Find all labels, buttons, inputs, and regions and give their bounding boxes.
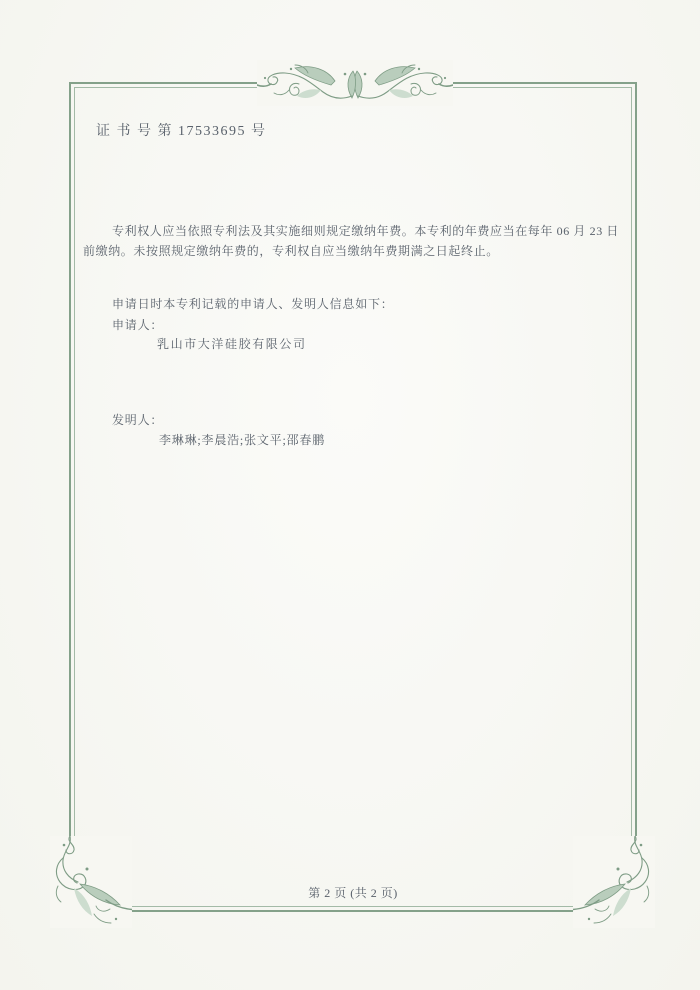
certificate-number: 证 书 号 第 17533695 号	[96, 124, 267, 139]
applicant-inventor-intro: 申请日时本专利记载的申请人、发明人信息如下：	[112, 297, 394, 311]
applicant-label: 申请人：	[112, 318, 164, 332]
corner-flourish-right-icon	[573, 836, 655, 928]
page-indicator: 第 2 页 (共 2 页)	[308, 886, 398, 900]
inventors-label: 发明人：	[112, 413, 164, 427]
fee-notice-line-2: 前缴纳。未按照规定缴纳年费的，专利权自应当缴纳年费期满之日起终止。	[83, 244, 499, 258]
floral-scroll-divider-icon	[257, 60, 453, 106]
applicant-name: 乳山市大洋硅胶有限公司	[157, 337, 307, 351]
fee-notice-paragraph	[83, 221, 633, 261]
fee-notice-line-1: 专利权人应当依照专利法及其实施细则规定缴纳年费。本专利的年费应当在每年 06 月 23 日	[112, 224, 620, 238]
corner-flourish-left-icon	[50, 836, 132, 928]
inventors-names: 李琳琳;李晨浩;张文平;邵春鹏	[159, 433, 326, 447]
certificate-border-inner	[74, 87, 632, 907]
